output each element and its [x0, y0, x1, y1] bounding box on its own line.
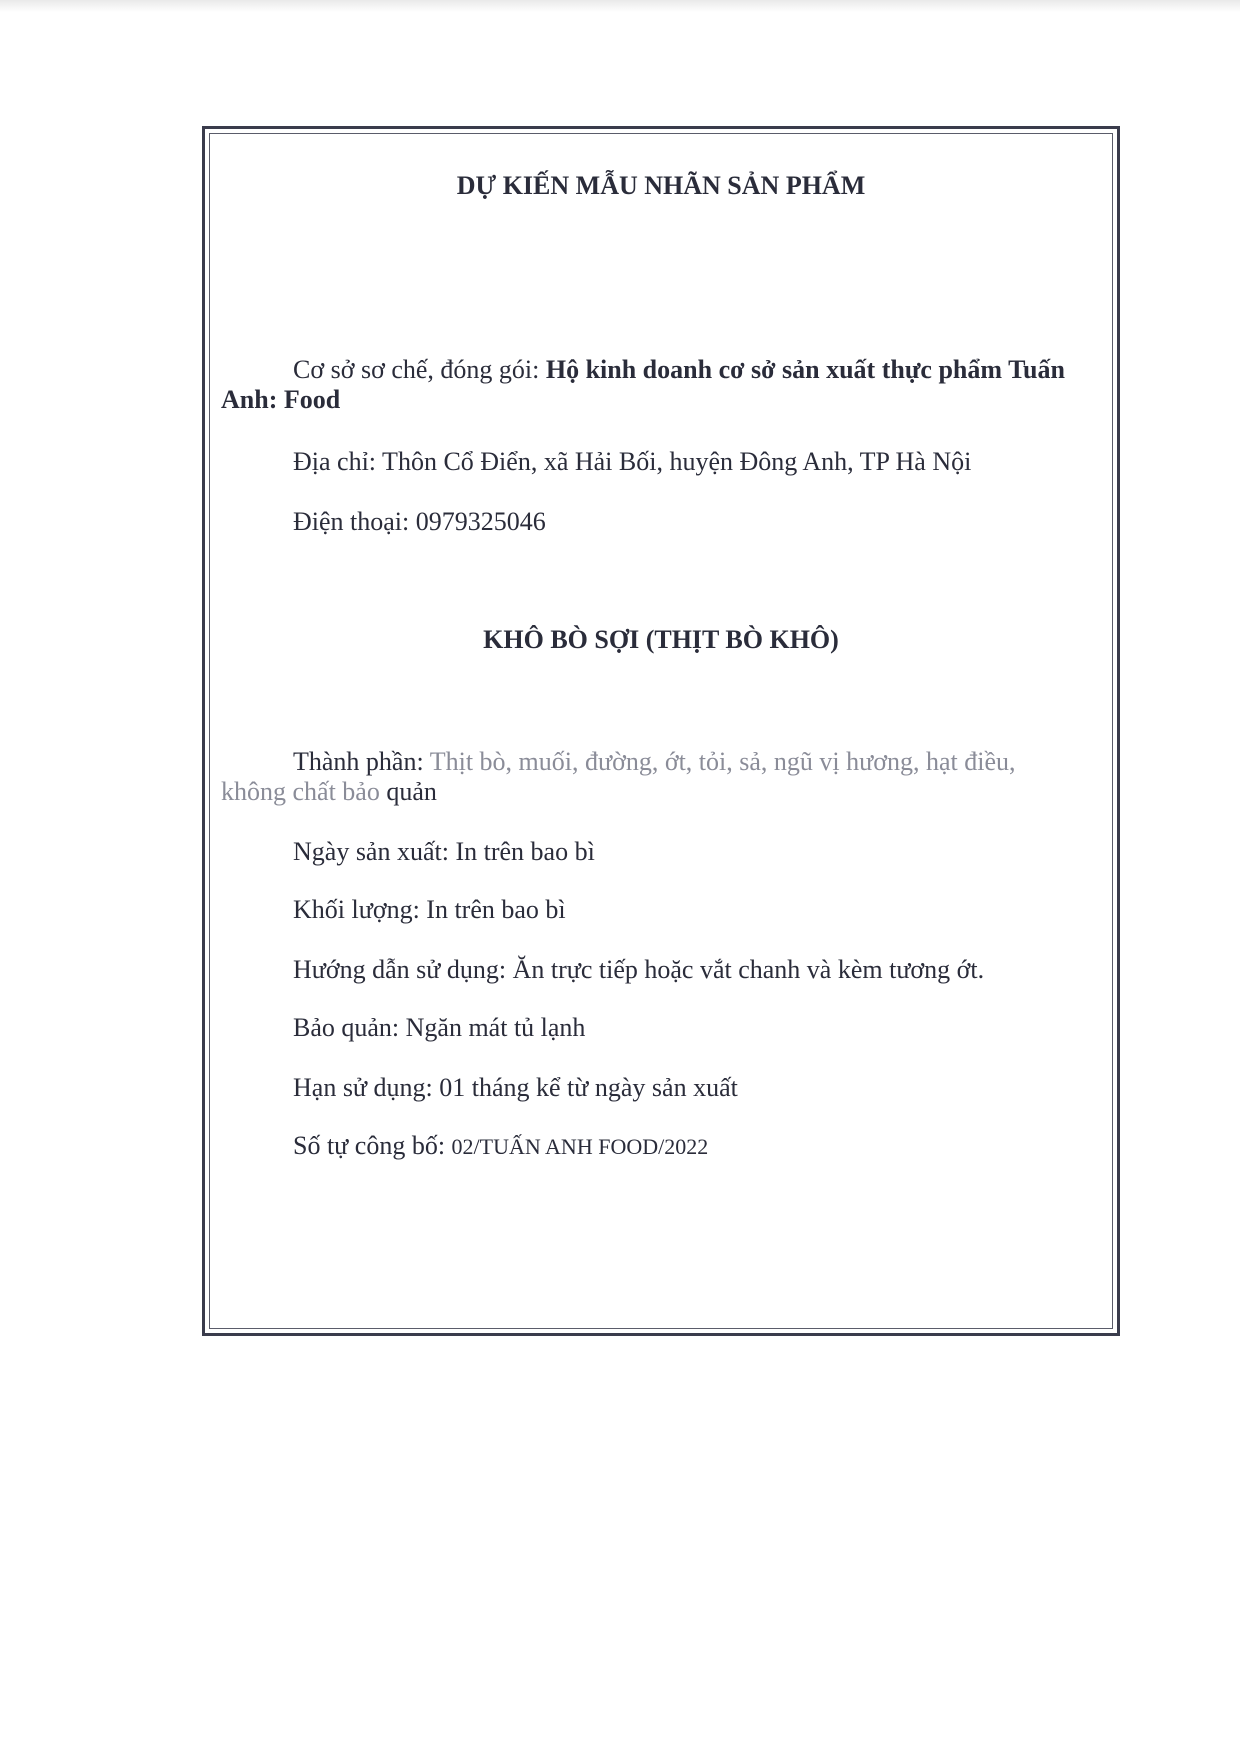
facility-value-line-1: Hộ kinh doanh cơ sở sản xuất thực phẩm Tuấn	[545, 355, 1065, 384]
weight-line: Khối lượng: In trên bao bì	[293, 895, 566, 924]
ingredients-value-line-1: Thịt bò, muối, đường, ớt, tỏi, sả, ngũ vị hương, hạt điều,	[429, 747, 1016, 776]
usage-line: Hướng dẫn sử dụng: Ăn trực tiếp hoặc vắt chanh và kèm tương ớt.	[293, 955, 985, 984]
ingredients-value-line-2-faint: không chất bảo	[221, 777, 380, 806]
address-line: Địa chỉ: Thôn Cổ Điển, xã Hải Bối, huyện Đông Anh, TP Hà Nội	[293, 447, 972, 476]
ingredients-label: Thành phần:	[293, 747, 424, 776]
scan-edge	[0, 0, 1240, 12]
ingredients-value-line-2-end: quản	[386, 777, 437, 806]
label-frame	[202, 126, 1120, 1336]
facility-line-1	[293, 355, 1065, 385]
declaration-value: 02/TUẤN ANH FOOD/2022	[451, 1134, 709, 1159]
declaration-label: Số tự công bố:	[293, 1131, 446, 1160]
facility-label: Cơ sở sơ chế, đóng gói:	[293, 355, 540, 384]
declaration-line	[293, 1131, 708, 1162]
ingredients-line-2	[221, 777, 437, 807]
storage-line: Bảo quản: Ngăn mát tủ lạnh	[293, 1013, 586, 1042]
label-title: DỰ KIẾN MẪU NHÃN SẢN PHẨM	[456, 171, 866, 200]
ingredients-line-1	[293, 747, 1016, 777]
facility-value-line-2: Anh: Food	[221, 385, 341, 414]
product-name: KHÔ BÒ SỢI (THỊT BÒ KHÔ)	[483, 625, 839, 654]
expiry-line: Hạn sử dụng: 01 tháng kể từ ngày sản xuất	[293, 1073, 738, 1102]
production-date-line: Ngày sản xuất: In trên bao bì	[293, 837, 595, 866]
phone-line: Điện thoại: 0979325046	[293, 507, 546, 536]
